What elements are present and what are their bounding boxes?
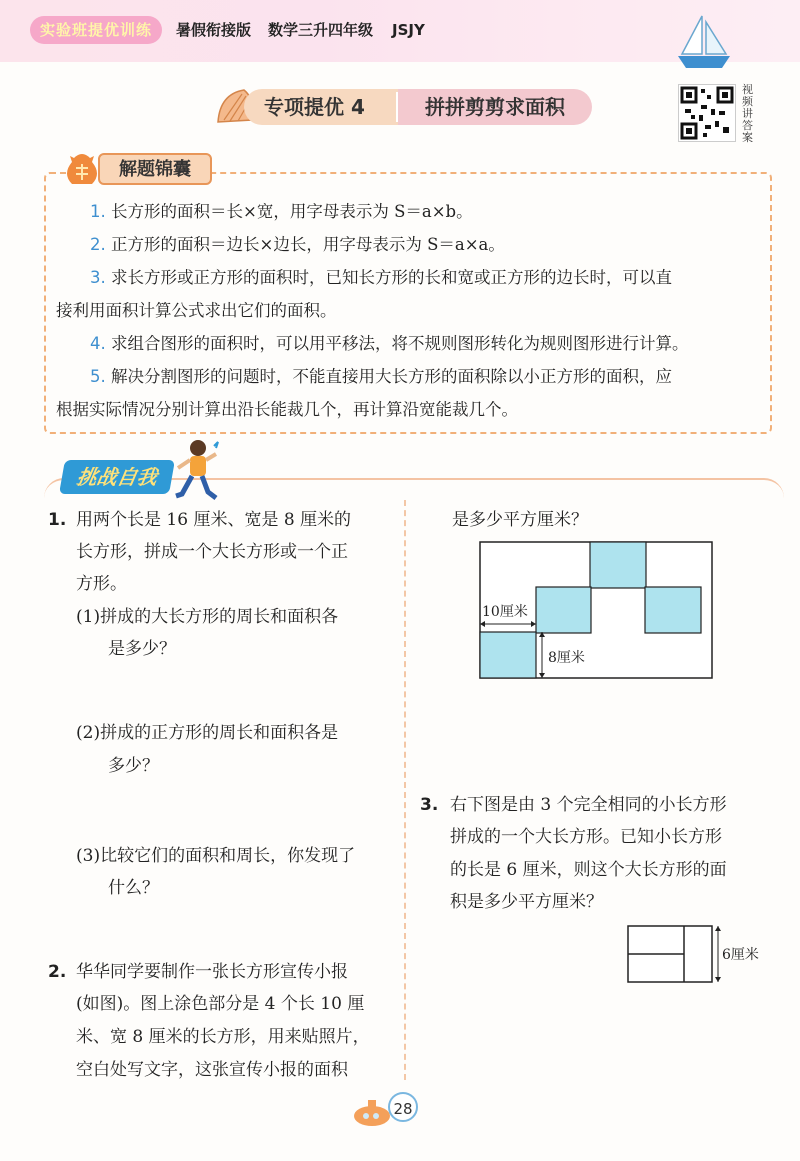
section-label: 专项提优 4 [244,89,398,125]
photo-rect-4 [480,632,536,678]
q1-sub1-line-2: 是多少？ [108,639,176,659]
tip-5: 5. 解决分割图形的问题时，不能直接用大长方形的面积除以小正方形的面积，应 [90,367,672,386]
submarine-icon [350,1094,394,1128]
tip-1: 1. 长方形的面积＝长×宽，用字母表示为 S＝a×b。 [90,202,473,221]
q3-line-4: 积是多少平方厘米？ [450,892,603,912]
length-label: 10厘米 [482,604,528,620]
tip-2: 2. 正方形的面积＝边长×边长，用字母表示为 S＝a×a。 [90,235,505,254]
width-label: 8厘米 [548,650,585,666]
q2-number: 2. [48,962,67,982]
q3-line-3: 的长是 6 厘米，则这个大长方形的面 [450,860,727,880]
tip-3: 3. 求长方形或正方形的面积时，已知长方形的长和宽或正方形的边长时，可以直 [90,268,672,287]
q1-line-2: 长方形，拼成一个大长方形或一个正 [76,542,348,562]
q1-line-3: 方形。 [76,574,127,594]
q1-sub2-line-2: 多少？ [108,756,159,776]
photo-rect-1 [590,542,646,588]
page-number: 28 [388,1092,418,1122]
q1-sub2-line-1: (2)拼成的正方形的周长和面积各是 [76,723,339,743]
q3-figure [620,922,770,986]
subject-label: 数学三升四年级 [268,21,374,39]
page-title: 拼拼剪剪求面积 [398,89,592,125]
tip-4: 4. 求组合图形的面积时，可以用平移法，将不规则图形转化为规则图形进行计算。 [90,334,689,353]
q1-sub1-line-1: (1)拼成的大长方形的周长和面积各 [76,607,339,627]
q2-line-2: (如图)。图上涂色部分是 4 个长 10 厘 [76,994,365,1014]
q1-line-1: 用两个长是 16 厘米、宽是 8 厘米的 [76,510,352,530]
edition-label: 暑假衔接版 [176,21,252,39]
sailboat-icon [676,14,732,72]
q1-sub3-line-2: 什么？ [108,878,159,898]
photo-rect-3 [536,587,591,633]
q2-line-5: 是多少平方厘米？ [452,510,588,530]
series-badge: 实验班提优训练 [30,16,162,44]
tip-5-cont: 根据实际情况分别计算出沿长能裁几个，再计算沿宽能裁几个。 [56,400,518,419]
column-divider [404,500,406,1080]
q2-line-1: 华华同学要制作一张长方形宣传小报 [76,962,348,982]
tips-heading: 解题锦囊 [98,153,212,185]
qr-code[interactable] [678,84,736,142]
q2-figure [470,536,716,684]
q1-sub3-line-1: (3)比较它们的面积和周长，你发现了 [76,846,356,866]
qr-caption: 视频讲答案 [742,83,753,144]
q3-line-2: 拼成的一个大长方形。已知小长方形 [450,827,722,847]
runner-icon [168,438,222,506]
q2-line-4: 空白处写文字，这张宣传小报的面积 [76,1060,348,1080]
photo-rect-2 [645,587,701,633]
code-label: JSJY [392,21,425,39]
height-label: 6厘米 [722,947,759,963]
challenge-heading: 挑战自我 [59,460,175,494]
q2-line-3: 米、宽 8 厘米的长方形，用来贴照片， [76,1027,370,1047]
tip-3-cont: 接利用面积计算公式求出它们的面积。 [56,301,337,320]
q3-number: 3. [420,795,439,815]
q3-line-1: 右下图是由 3 个完全相同的小长方形 [450,795,727,815]
q1-number: 1. [48,510,67,530]
